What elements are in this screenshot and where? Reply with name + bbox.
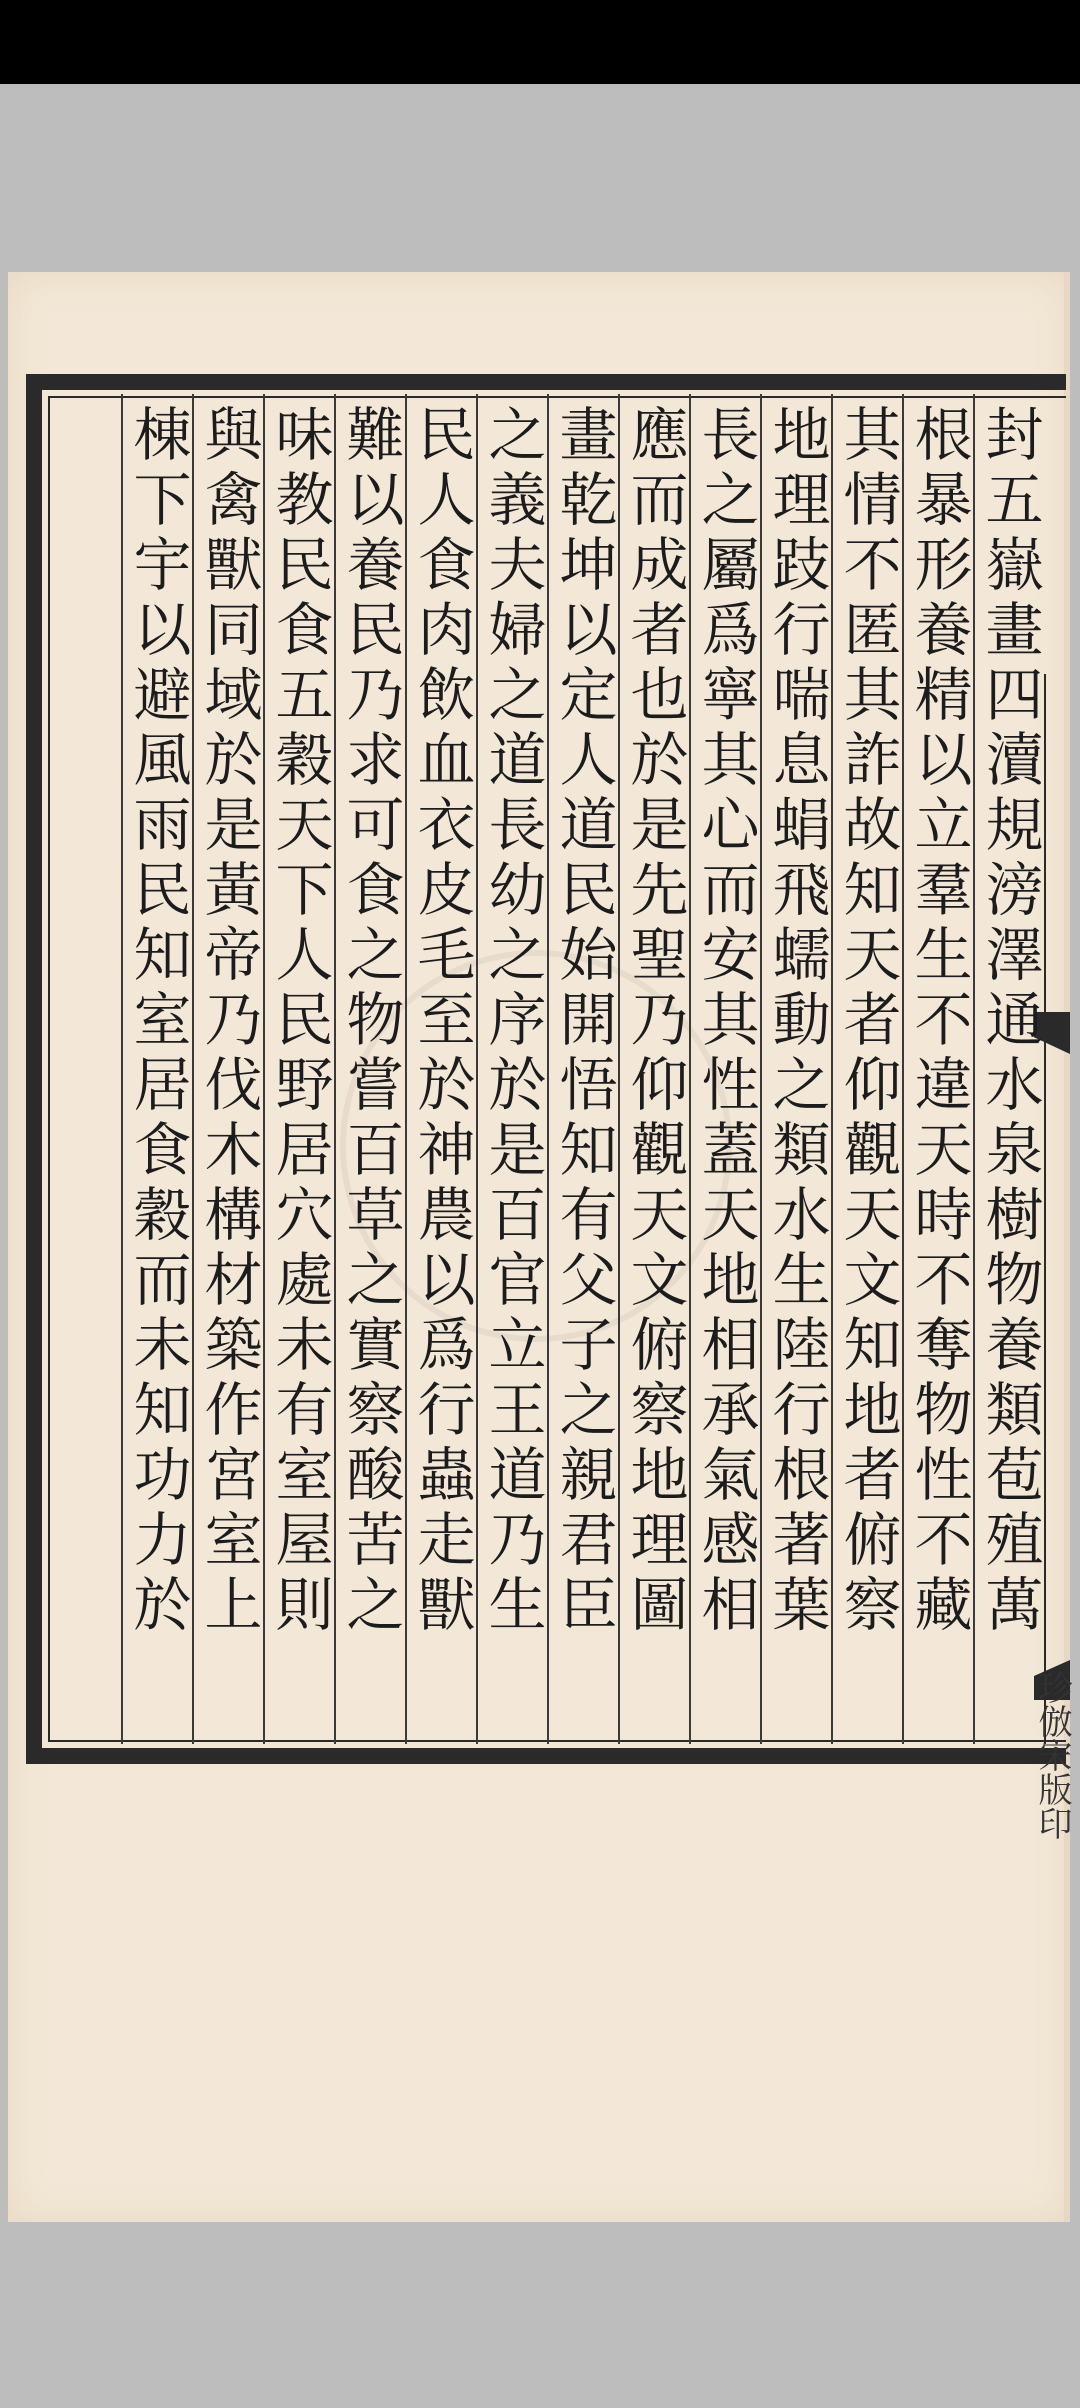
column-text: 其情不匿其詐故知天者仰觀天文知地者俯察: [833, 404, 902, 1639]
column-text: 畫乾坤以定人道民始開悟知有父子之親君臣: [549, 404, 618, 1639]
column-text: 應而成者也於是先聖乃仰觀天文俯察地理圖: [620, 404, 689, 1639]
column-text: 味教民食五穀天下人民野居穴處未有室屋則: [265, 404, 334, 1639]
text-column-12: [192, 394, 263, 1744]
column-text: 棟下宇以避風雨民知室居食穀而未知功力於: [123, 404, 192, 1639]
text-column-1: [973, 394, 1044, 1744]
column-text: 長之屬爲寧其心而安其性蓋天地相承氣感相: [691, 404, 760, 1639]
column-text: 地理跂行喘息蜎飛蠕動之類水生陸行根著葉: [762, 404, 831, 1639]
column-text: 根暴形養精以立羣生不違天時不奪物性不藏: [904, 404, 973, 1639]
column-text: 封五嶽畫四瀆規滂澤通水泉樹物養類苞殖萬: [975, 404, 1044, 1639]
text-columns: [44, 394, 1044, 1744]
status-bar: [0, 0, 1080, 84]
column-text: 與禽獸同域於是黃帝乃伐木構材築作宮室上: [194, 404, 263, 1639]
text-column-9: [405, 394, 476, 1744]
banxin-line: [1044, 674, 1046, 1744]
text-column-11: [263, 394, 334, 1744]
edition-seal: [1030, 1670, 1074, 2000]
text-column-2: [902, 394, 973, 1744]
text-column-4: [760, 394, 831, 1744]
column-text: 民人食肉飲血衣皮毛至於神農以爲行蟲走獸: [407, 404, 476, 1639]
text-column-3: [831, 394, 902, 1744]
text-column-7: [547, 394, 618, 1744]
column-text: 之義夫婦之道長幼之序於是百官立王道乃生: [478, 404, 547, 1639]
text-column-8: [476, 394, 547, 1744]
edition-seal-text: 珍倣宋版印: [1032, 1670, 1072, 1840]
text-column-5: [689, 394, 760, 1744]
text-column-13: [121, 394, 192, 1744]
text-column-10: [334, 394, 405, 1744]
column-text: 難以養民乃求可食之物嘗百草之實察酸苦之: [336, 404, 405, 1639]
text-column-6: [618, 394, 689, 1744]
